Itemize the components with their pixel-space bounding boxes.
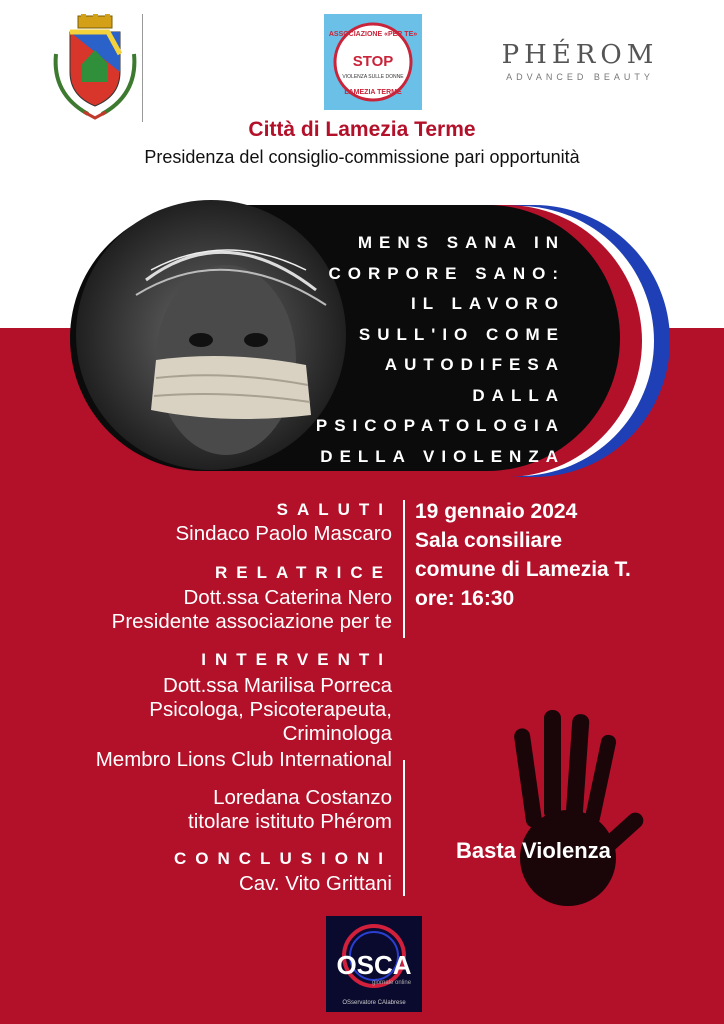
saluti-heading: SALUTI <box>276 500 392 519</box>
city-title: Città di Lamezia Terme <box>248 118 476 141</box>
headline-line: MENS SANA IN <box>357 233 565 252</box>
event-date: 19 gennaio 2024 <box>415 500 578 523</box>
interventi-heading: INTERVENTI <box>201 650 392 669</box>
event-details <box>415 497 631 613</box>
event-headline <box>220 228 565 472</box>
headline-line: DELLA VIOLENZA <box>320 446 565 466</box>
osca-subtitle: giornale online <box>372 980 412 986</box>
city-crest-logo <box>48 14 143 122</box>
headline-line: CORPORE SANO: <box>328 263 565 283</box>
event-venue-location: comune di Lamezia T. <box>415 558 631 581</box>
pherom-logo <box>470 40 690 90</box>
interventi-speaker: Loredana Costanzo <box>213 786 392 809</box>
osca-name: OSCA <box>336 950 412 980</box>
association-logo <box>324 14 422 110</box>
handprint-icon <box>496 708 646 908</box>
interventi-role: Membro Lions Club International <box>95 748 392 771</box>
svg-text:LAMEZIA TERME: LAMEZIA TERME <box>344 89 402 96</box>
svg-text:STOP: STOP <box>352 53 394 70</box>
saluti-speaker: Sindaco Paolo Mascaro <box>175 522 392 545</box>
svg-text:VIOLENZA SULLE DONNE: VIOLENZA SULLE DONNE <box>342 74 404 80</box>
headline-line: PSICOPATOLOGIA <box>315 416 565 435</box>
event-time: ore: 16:30 <box>415 587 515 610</box>
conclusioni-heading: CONCLUSIONI <box>174 849 392 868</box>
interventi-role: Criminologa <box>282 722 392 745</box>
relatrice-role: Presidente associazione per te <box>111 610 392 633</box>
divider-line <box>403 760 405 896</box>
slogan: Basta Violenza <box>456 838 611 863</box>
interventi-role: Psicologa, Psicoterapeuta, <box>149 698 392 721</box>
headline-line: SULL'IO COME <box>358 324 565 344</box>
interventi-role: titolare istituto Phérom <box>188 810 392 833</box>
conclusioni-speaker: Cav. Vito Grittani <box>238 872 392 895</box>
osca-logo <box>326 916 422 1012</box>
headline-line: IL LAVORO <box>411 294 565 313</box>
interventi-speaker: Dott.ssa Marilisa Porreca <box>163 674 392 697</box>
pherom-tagline: ADVANCED BEAUTY <box>506 72 654 82</box>
headline-line: AUTODIFESA <box>384 355 565 374</box>
presidency-subtitle: Presidenza del consiglio-commissione pari opportunità <box>144 147 580 167</box>
osca-footer: OSservatore CAlabrese <box>342 1000 406 1006</box>
relatrice-speaker: Dott.ssa Caterina Nero <box>183 586 392 609</box>
event-venue: Sala consiliare <box>415 529 563 552</box>
svg-text:ASSOCIAZIONE «PER TE»: ASSOCIAZIONE «PER TE» <box>328 31 418 38</box>
headline-line: DALLA <box>472 385 565 405</box>
pherom-name: PHÉROM <box>501 40 659 70</box>
relatrice-heading: RELATRICE <box>214 563 392 582</box>
divider-line <box>403 500 405 638</box>
